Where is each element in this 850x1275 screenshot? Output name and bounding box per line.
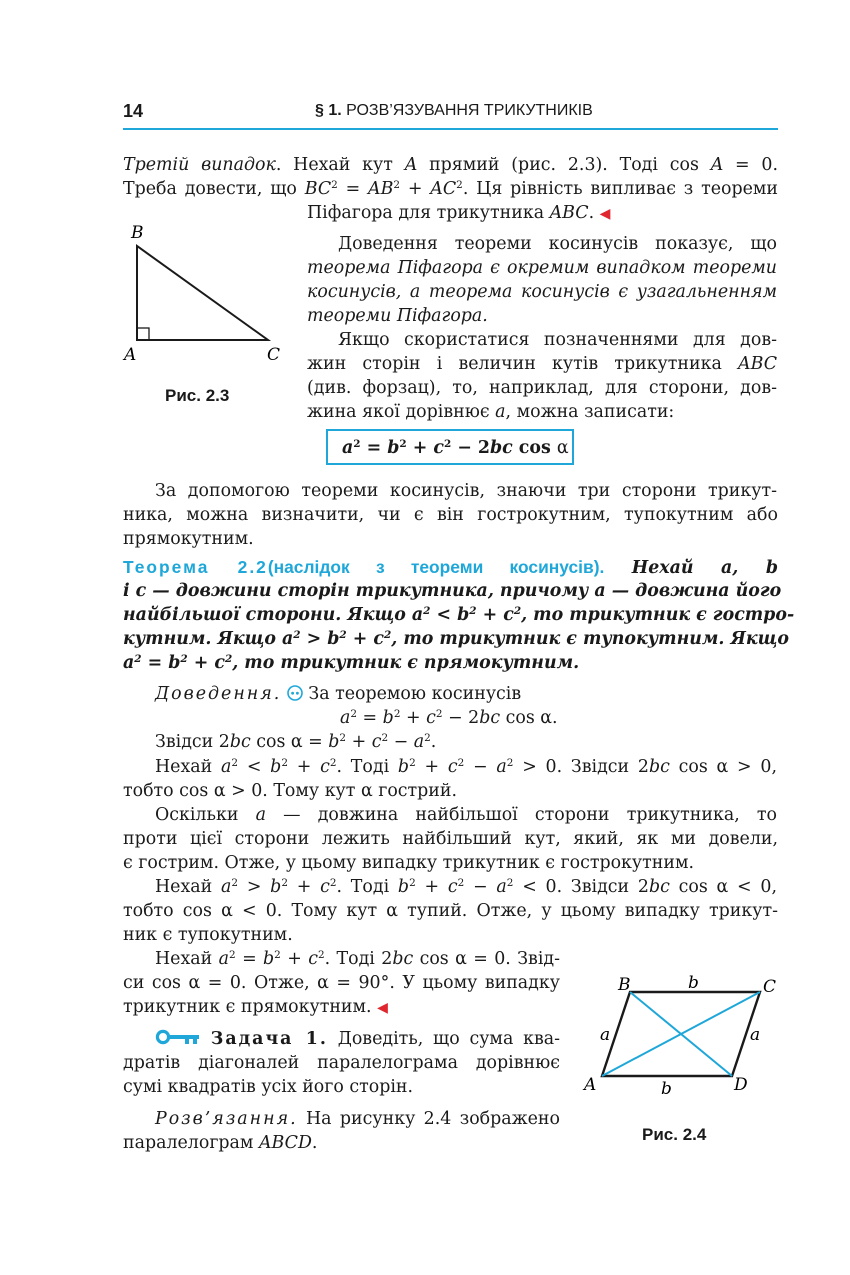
fig23-label-a: A — [124, 345, 137, 365]
fig24-label-c-vertex: C — [763, 977, 777, 997]
theorem-line1: Теорема 2.2(наслідок з теореми косинусів). Нехай a, b — [123, 557, 778, 578]
fig23-caption: Рис. 2.3 — [165, 386, 230, 405]
diagonal-bd — [630, 992, 732, 1076]
para1-line3: Піфагора для трикутника ABC. ◀ — [307, 203, 611, 223]
fig24-label-bottom-side: b — [661, 1079, 672, 1098]
proof-line10: тобто cos α < 0. Тому кут α тупий. Отже, у цьому випадку трикут- — [123, 901, 778, 921]
para2-line4: теореми Піфагора. — [307, 306, 488, 326]
theorem-line4: кутним. Якщо $a^2 > b^2 + c^2$, то трикутник є тупокутним. Якщо — [123, 629, 789, 649]
proof-line4: Нехай $a^2 < b^2 + c^2$. Тоді $b^2 + c^2 - a^2 > 0$. Звідси 2bc cos α > 0, — [155, 757, 777, 777]
para1-line2: Треба довести, що $BC^2 = AB^2 + AC^2$. Ця рівність випливає з теореми — [123, 179, 778, 199]
proof-line9: Нехай $a^2 > b^2 + c^2$. Тоді $b^2 + c^2 - a^2 < 0$. Звідси 2bc cos α < 0, — [155, 877, 777, 897]
para3-line3: (див. форзац), то, наприклад, для сторони, дов- — [307, 378, 777, 398]
proof-line3: Звідси 2bc $\cos \alpha = b^2 + c^2 - a^2$. — [155, 732, 437, 752]
task-line1: Задача 1. Доведіть, що сума ква- — [155, 1027, 560, 1051]
figure-2-4 — [578, 968, 788, 1098]
proof-line12: Нехай $a^2 = b^2 + c^2$. Тоді 2bc cos α = 0. Звід- — [155, 949, 560, 969]
para4-line1: За допомогою теореми косинусів, знаючи три сторони трикут- — [155, 481, 777, 501]
figure-2-3 — [120, 218, 300, 366]
task-line3: сумі квадратів усіх його сторін. — [123, 1077, 414, 1097]
para3-line2: жин сторін і величин кутів трикутника ABC — [307, 354, 777, 374]
para4-line3: прямокутним. — [123, 529, 254, 549]
fig24-label-top-side: b — [688, 973, 699, 993]
fig24-label-a-vertex: A — [584, 1075, 597, 1095]
proof-line11: ник є тупокутним. — [123, 925, 293, 945]
page-number: 14 — [123, 101, 144, 121]
task-line2: дратів діагоналей паралелограма дорівнює — [123, 1053, 560, 1073]
proof-line6: Оскільки a — довжина найбільшої сторони трикутника, то — [155, 805, 777, 825]
key-icon — [155, 1028, 201, 1046]
solution-line1: Розв’язання. На рисунку 2.4 зображено — [155, 1109, 560, 1129]
proof-line14: трикутник є прямокутним. ◀ — [123, 997, 388, 1017]
para3-line4: жина якої дорівнює a, можна записати: — [307, 402, 675, 422]
theorem-line5: $a^2 = b^2 + c^2$, то трикутник є прямокутним. — [123, 653, 580, 673]
para3-line1: Якщо скористатися позначеннями для дов- — [338, 330, 777, 350]
fig24-label-d-vertex: D — [734, 1075, 748, 1095]
fig23-label-b: B — [131, 223, 144, 243]
fig24-caption: Рис. 2.4 — [642, 1125, 707, 1144]
fig24-label-b-vertex: B — [618, 975, 631, 995]
proof-line13: си cos α = 0. Отже, α = 90°. У цьому випадку — [123, 973, 560, 993]
fig24-label-left-side: a — [600, 1025, 611, 1045]
proof-line1: Доведення. За теоремою косинусів — [155, 684, 522, 704]
running-header — [315, 102, 593, 120]
para1-line1: Третій випадок. Нехай кут A прямий (рис. 2.3). Тоді cos A = 0. — [123, 155, 779, 175]
header-rule — [123, 128, 778, 130]
proof-line5: тобто cos α > 0. Тому кут α гострий. — [123, 781, 457, 801]
solution-line2: паралелограм ABCD. — [123, 1133, 318, 1153]
proof-start-icon — [287, 685, 303, 701]
theorem-line2: і c — довжини сторін трикутника, причому a — довжина його — [123, 581, 782, 601]
section-symbol: § 1. — [315, 102, 342, 119]
para2-line3: косинусів, а теорема косинусів є узагальненням — [307, 282, 777, 302]
para2-line1: Доведення теореми косинусів показує, що — [338, 234, 777, 254]
proof-line8: є гострим. Отже, у цьому випадку трикутник є гострокутним. — [123, 853, 695, 873]
proof-line7: проти цієї сторони лежить найбільший кут, який, як ми довели, — [123, 829, 778, 849]
end-marker-icon: ◀ — [377, 1000, 388, 1016]
theorem-line3: найбільшої сторони. Якщо $a^2 < b^2 + c^2$, то трикутник є гостро- — [123, 605, 795, 625]
para4-line2: ника, можна визначити, чи є він гострокутним, тупокутним або — [123, 505, 778, 525]
end-marker-icon: ◀ — [599, 206, 611, 222]
para2-line2: теорема Піфагора є окремим випадком теореми — [307, 258, 777, 278]
cosine-formula: $a^2 = b^2 + c^2 - 2bc$ cos α — [342, 438, 569, 458]
proof-formula: $a^2 = b^2 + c^2 - 2bc$ cos α. — [340, 708, 558, 728]
fig24-label-right-side: a — [750, 1025, 761, 1045]
fig23-label-c: C — [267, 345, 281, 365]
section-title: РОЗВ’ЯЗУВАННЯ ТРИКУТНИКІВ — [346, 102, 593, 119]
